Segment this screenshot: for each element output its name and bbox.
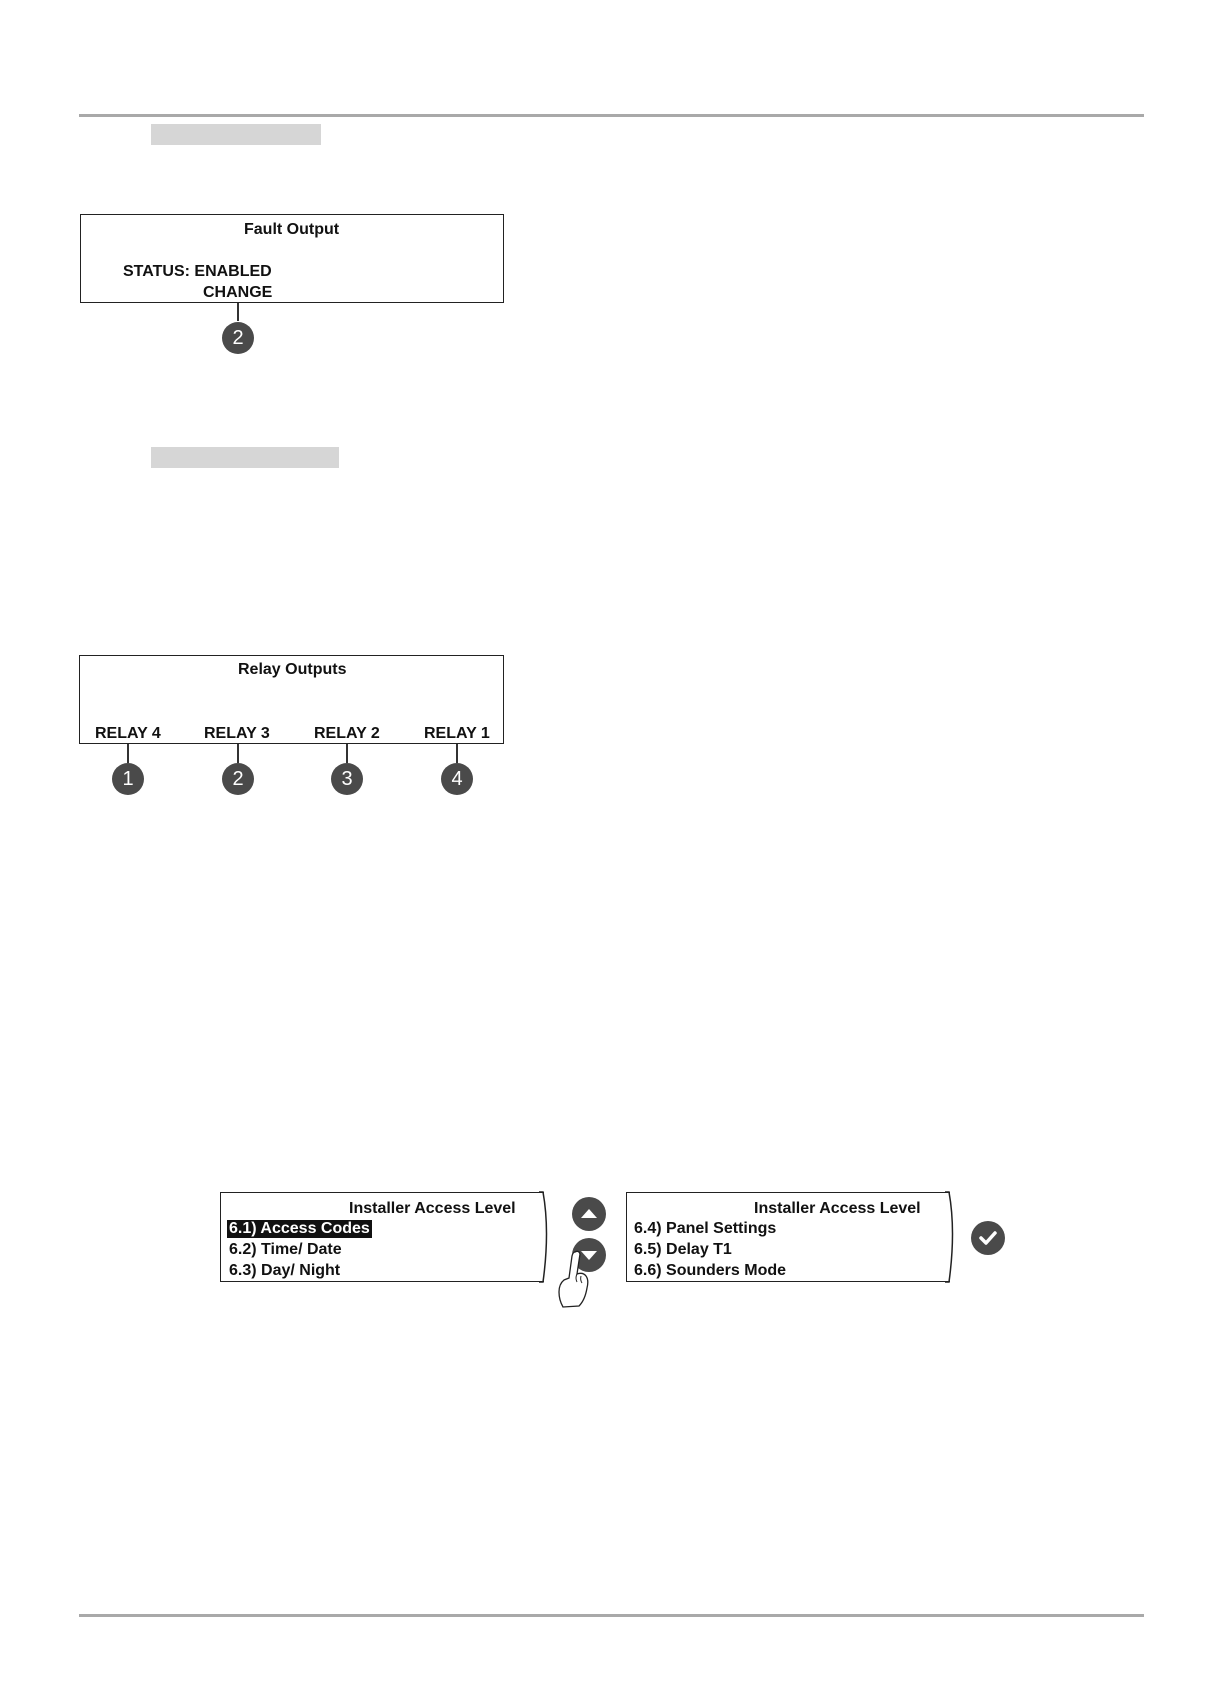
screen-title: Installer Access Level (349, 1200, 516, 1217)
menu-item-delay-t1[interactable]: 6.5) Delay T1 (634, 1241, 732, 1258)
menu-item-time-date[interactable]: 6.2) Time/ Date (229, 1241, 342, 1258)
callout-2: 2 (222, 322, 254, 354)
screen-title: Fault Output (244, 221, 340, 238)
screen-edge (539, 1191, 551, 1283)
callout-1: 1 (112, 763, 144, 795)
callout-3: 3 (331, 763, 363, 795)
relay-4-option[interactable]: RELAY 4 (95, 725, 161, 742)
menu-item-panel-settings[interactable]: 6.4) Panel Settings (634, 1220, 777, 1237)
change-option[interactable]: CHANGE (203, 284, 273, 301)
relay-2-option[interactable]: RELAY 2 (314, 725, 380, 742)
relay-outputs-screen (79, 655, 504, 744)
top-rule (79, 114, 1144, 117)
callout-connector (237, 744, 239, 763)
menu-item-day-night[interactable]: 6.3) Day/ Night (229, 1262, 341, 1279)
up-arrow-button-icon[interactable] (572, 1197, 606, 1231)
screen-title: Installer Access Level (754, 1200, 921, 1217)
callout-connector (346, 744, 348, 763)
section-heading-bar (151, 447, 339, 468)
callout-connector (456, 744, 458, 763)
screen-title: Relay Outputs (238, 661, 347, 678)
installer-menu-screen-2 (626, 1192, 950, 1282)
relay-1-option[interactable]: RELAY 1 (424, 725, 490, 742)
bottom-rule (79, 1614, 1144, 1617)
relay-3-option[interactable]: RELAY 3 (204, 725, 270, 742)
checkmark-button-icon[interactable] (971, 1221, 1005, 1255)
menu-item-access-codes[interactable]: 6.1) Access Codes (229, 1220, 370, 1237)
status-line: STATUS: ENABLED (123, 263, 272, 280)
callout-4: 4 (441, 763, 473, 795)
screen-edge (945, 1191, 957, 1283)
pointing-hand-icon (555, 1248, 595, 1310)
fault-output-screen (80, 214, 504, 303)
callout-connector (127, 744, 129, 763)
installer-menu-screen-1 (220, 1192, 544, 1282)
menu-item-sounders-mode[interactable]: 6.6) Sounders Mode (634, 1262, 787, 1279)
callout-connector (237, 303, 239, 321)
section-heading-bar (151, 124, 321, 145)
callout-2: 2 (222, 763, 254, 795)
